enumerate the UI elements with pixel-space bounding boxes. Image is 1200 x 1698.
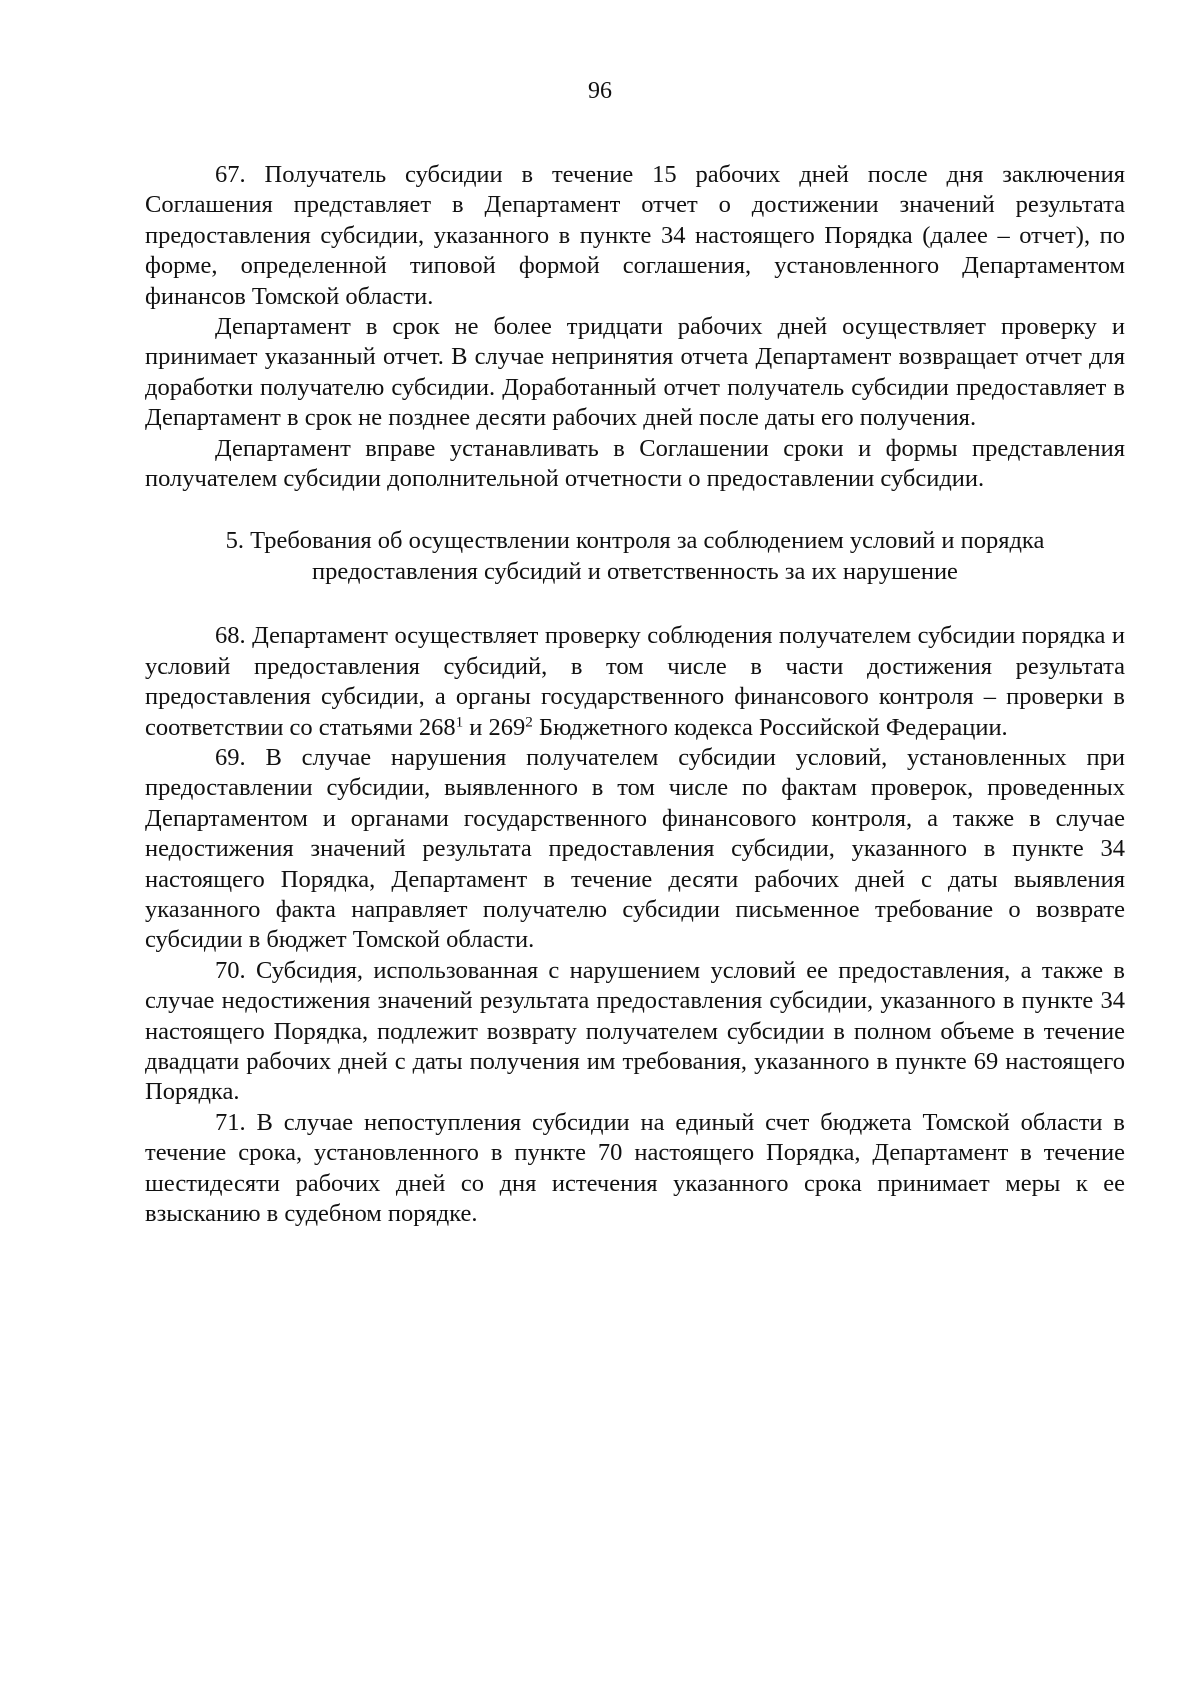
paragraph-69: 69. В случае нарушения получателем субсидии условий, установленных при предоставлении субсидии, выявленного в том числе по фактам проверок, проведенных Департаментом и органами государственного финансового контроля, а также в случае недостижения значений результата предоставления субсидии, указанного в пункте 34 настоящего Порядка, Департамент в течение десяти рабочих дней с даты выявления указанного факта направляет получателю субсидии письменное требование о возврате субсидии в бюджет Томской области.	[145, 743, 1125, 954]
paragraph-70: 70. Субсидия, использованная с нарушением условий ее предоставления, а также в случае недостижения значений результата предоставления субсидии, указанного в пункте 34 настоящего Порядка, подлежит возврату получателем субсидии в полном объеме в течение двадцати рабочих дней с даты получения им требования, указанного в пункте 69 настоящего Порядка.	[145, 956, 1125, 1106]
paragraph-67-additional-reporting: Департамент вправе устанавливать в Соглашении сроки и формы представления получателем субсидии дополнительной отчетности о предоставлении субсидии.	[145, 434, 1125, 493]
section-heading-line-1: 5. Требования об осуществлении контроля за соблюдением условий и порядка	[225, 527, 1045, 555]
paragraph-67: 67. Получатель субсидии в течение 15 рабочих дней после дня заключения Соглашения представляет в Департамент отчет о достижении значений результата предоставления субсидии, указанного в пункте 34 настоящего Порядка (далее – отчет), по форме, определенной типовой формой соглашения, установленного Департаментом финансов Томской области.	[145, 161, 1125, 310]
paragraph-68-text-1: 68. Департамент осуществляет проверку соблюдения получателем субсидии порядка и условий предоставления субсидий, в том числе в части достижения результата предоставления субсидии, а органы государственного финансового контроля – проверки в соответствии со статьями 268	[145, 622, 1125, 741]
paragraph-68-text-3: Бюджетного кодекса Российской Федерации.	[532, 713, 1008, 741]
spacer	[145, 587, 1125, 621]
page-number: 96	[588, 78, 612, 104]
paragraph-67-review: Департамент в срок не более тридцати рабочих дней осуществляет проверку и принимает указанный отчет. В случае непринятия отчета Департамент возвращает отчет для доработки получателю субсидии. Доработанный отчет получатель субсидии предоставляет в Департамент в срок не позднее десяти рабочих дней после даты его получения.	[145, 313, 1125, 432]
document-body	[145, 160, 1125, 1229]
section-heading	[145, 526, 1125, 587]
superscript-2: 2	[525, 713, 533, 731]
spacer	[145, 494, 1125, 526]
superscript-1: 1	[455, 713, 464, 731]
section-heading-line-2: предоставления субсидий и ответственность за их нарушение	[312, 557, 958, 585]
paragraph-71: 71. В случае непоступления субсидии на единый счет бюджета Томской области в течение срока, установленного в пункте 70 настоящего Порядка, Департамент в течение шестидесяти рабочих дней со дня истечения указанного срока принимает меры к ее взысканию в судебном порядке.	[145, 1108, 1125, 1227]
paragraph-68	[145, 621, 1125, 743]
paragraph-68-text-2: и 269	[463, 713, 526, 741]
